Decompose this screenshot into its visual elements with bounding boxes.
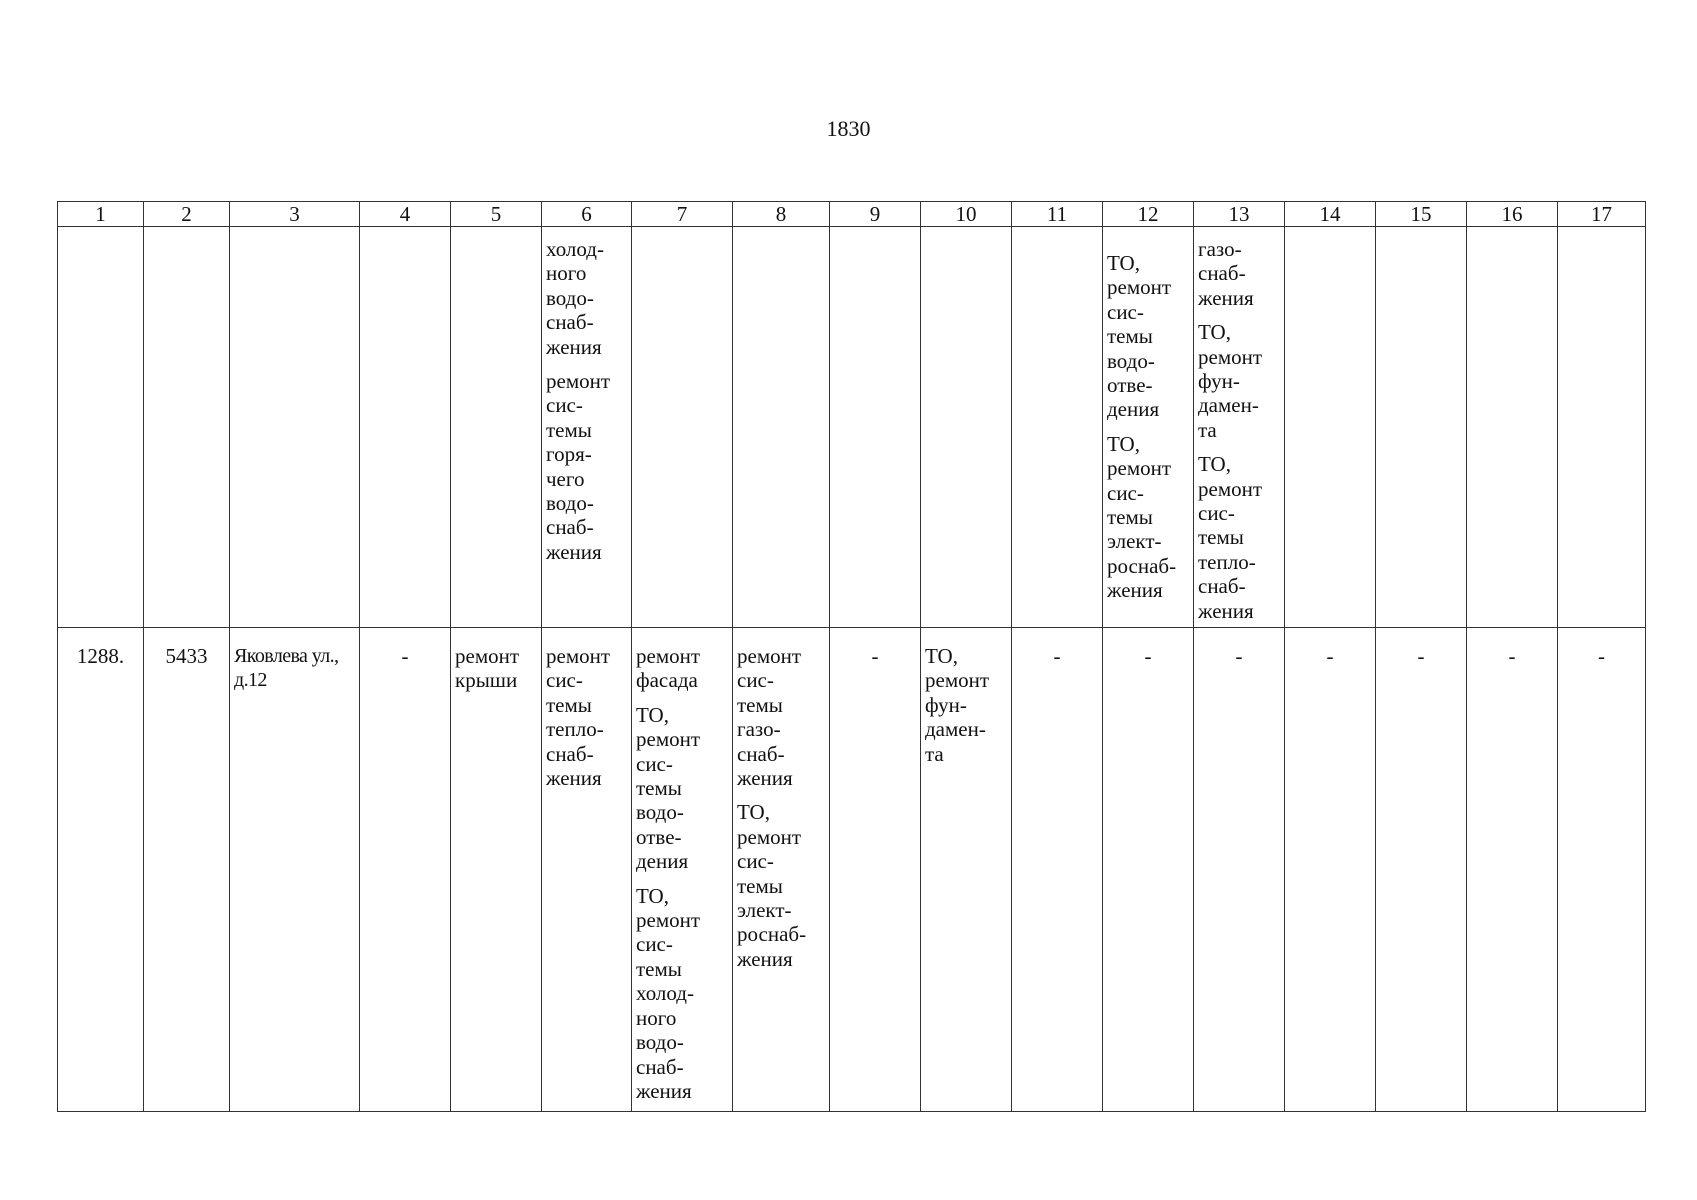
address: Яковлева ул., д.12 — [234, 645, 339, 692]
table-cell — [632, 227, 733, 628]
column-number-row — [58, 202, 1646, 227]
work-item: ТО, ремонт сис- темы водо- отве- дения — [636, 702, 701, 874]
dash-value: - — [1144, 644, 1152, 668]
dash-value: - — [1326, 644, 1334, 668]
work-item: ТО, ремонт сис- темы тепло- снаб- жения — [1198, 452, 1263, 623]
table-cell — [830, 628, 921, 1112]
column-number: 14 — [1285, 202, 1376, 227]
table-cell — [632, 628, 733, 1112]
work-item: ТО, ремонт фун- дамен- та — [1198, 320, 1263, 442]
table-cell — [1285, 628, 1376, 1112]
column-number: 11 — [1012, 202, 1103, 227]
dash-value: - — [401, 644, 409, 668]
table-cell — [230, 227, 360, 628]
work-item: ремонт фасада — [636, 644, 701, 693]
work-item: ТО, ремонт сис- темы водо- отве- дения — [1107, 251, 1172, 422]
work-item: ТО, ремонт сис- темы элект- роснаб- жения — [737, 800, 807, 971]
column-number: 9 — [830, 202, 921, 227]
work-item: холод- ного водо- снаб- жения — [546, 237, 604, 359]
works-table — [57, 201, 1646, 1112]
column-number: 1 — [58, 202, 144, 227]
work-item: ремонт сис- темы тепло- снаб- жения — [546, 644, 611, 791]
page-number: 1830 — [826, 116, 871, 141]
work-item: ТО, ремонт фун- дамен- та — [925, 644, 990, 766]
table-cell — [542, 628, 632, 1112]
table-cell — [451, 628, 542, 1112]
table-cell — [921, 628, 1012, 1112]
continuation-row — [58, 227, 1646, 628]
column-number: 16 — [1467, 202, 1558, 227]
dash-value: - — [1508, 644, 1516, 668]
table-cell — [921, 227, 1012, 628]
table-cell — [360, 227, 451, 628]
table-cell — [1467, 227, 1558, 628]
dash-value: - — [1598, 644, 1605, 668]
dash-value: - — [1417, 644, 1425, 668]
table-cell — [1467, 628, 1558, 1112]
table-cell — [1012, 628, 1103, 1112]
table-cell — [451, 227, 542, 628]
table-cell — [1376, 628, 1467, 1112]
column-number: 2 — [144, 202, 230, 227]
table-cell — [1558, 628, 1646, 1112]
table-cell — [542, 227, 632, 628]
table-cell — [733, 628, 830, 1112]
row-number: 1288. — [76, 644, 125, 668]
table-cell — [1376, 227, 1467, 628]
table-cell — [733, 227, 830, 628]
table-cell — [1285, 227, 1376, 628]
table-cell — [1103, 628, 1194, 1112]
work-item: газо- снаб- жения — [1198, 237, 1254, 310]
work-item: ТО, ремонт сис- темы элект- роснаб- жения — [1107, 431, 1177, 603]
address-cell — [230, 628, 360, 1112]
work-item: ремонт сис- темы газо- снаб- жения — [737, 644, 802, 791]
table-row — [58, 628, 1646, 1112]
table-cell — [1103, 227, 1194, 628]
row-number-cell — [58, 628, 144, 1112]
building-code-cell — [144, 628, 230, 1112]
table-cell — [830, 227, 921, 628]
dash-value: - — [1235, 644, 1243, 668]
table-cell — [1194, 227, 1285, 628]
column-number: 12 — [1103, 202, 1194, 227]
column-number: 10 — [921, 202, 1012, 227]
table-cell — [144, 227, 230, 628]
work-item: ремонт крыши — [455, 644, 520, 693]
column-number: 13 — [1194, 202, 1285, 227]
column-number: 8 — [733, 202, 830, 227]
column-number: 15 — [1376, 202, 1467, 227]
column-number: 17 — [1558, 202, 1646, 227]
table-cell — [1558, 227, 1646, 628]
table-cell — [360, 628, 451, 1112]
column-number: 7 — [632, 202, 733, 227]
column-number: 5 — [451, 202, 542, 227]
table-cell — [1012, 227, 1103, 628]
column-number: 3 — [230, 202, 360, 227]
building-code: 5433 — [165, 644, 208, 668]
work-item: ТО, ремонт сис- темы холод- ного водо- снаб- жения — [636, 883, 701, 1103]
dash-value: - — [871, 644, 879, 668]
column-number: 4 — [360, 202, 451, 227]
dash-value: - — [1053, 644, 1061, 668]
table-cell — [58, 227, 144, 628]
work-item: ремонт сис- темы горя- чего водо- снаб- жения — [546, 369, 611, 564]
table-cell — [1194, 628, 1285, 1112]
column-number: 6 — [542, 202, 632, 227]
